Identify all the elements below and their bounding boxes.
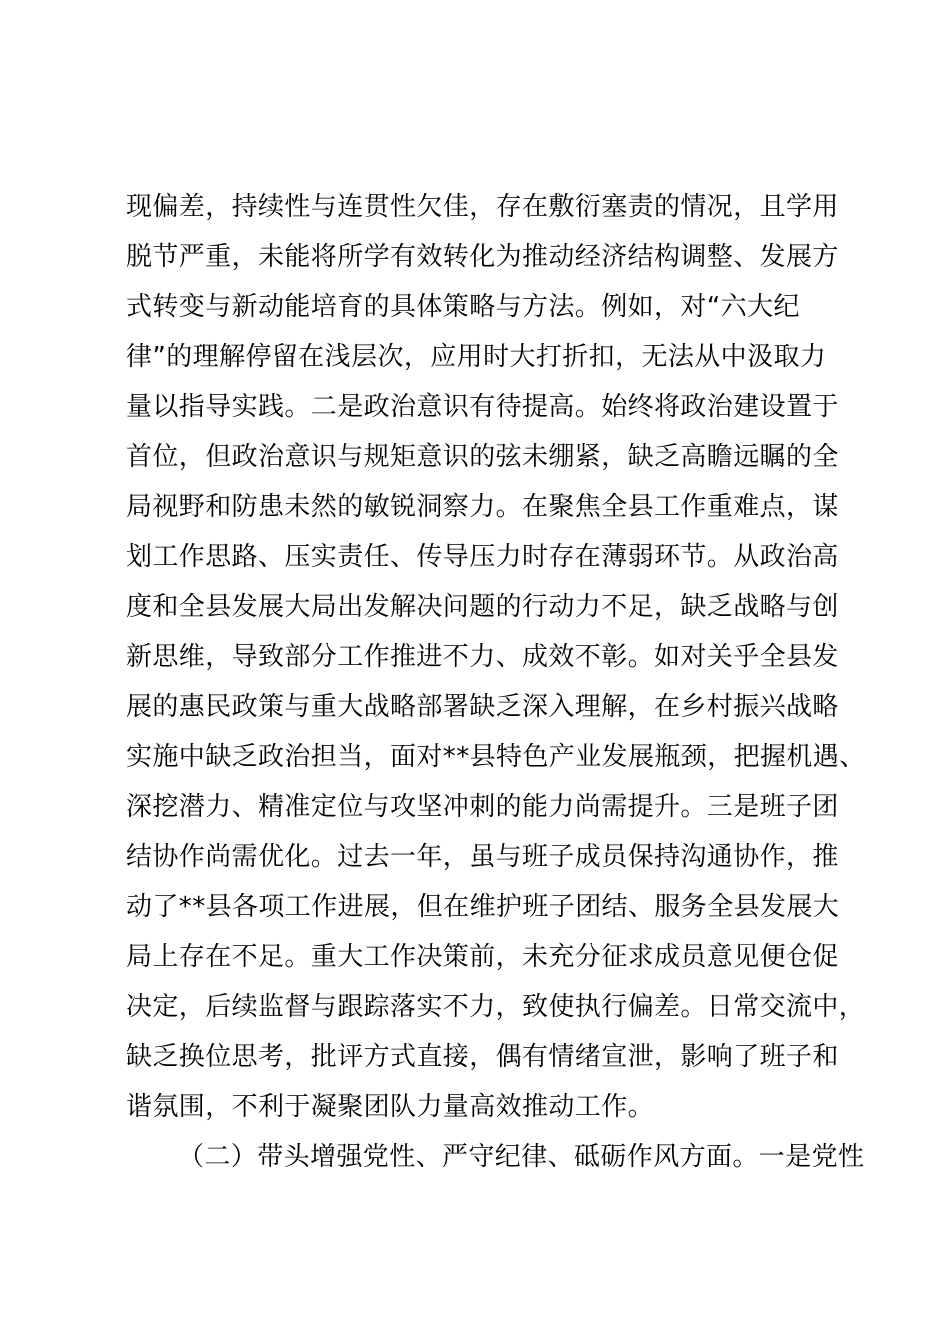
paragraph-line-2: 脱节严重，未能将所学有效转化为推动经济结构调整、发展方 [126,242,839,272]
paragraph-line-1: 现偏差，持续性与连贯性欠佳，存在敷衍塞责的情况，且学用 [126,192,839,222]
paragraph-line-14: 结协作尚需优化。过去一年，虽与班子成员保持沟通协作，推 [126,842,839,872]
paragraph-line-5: 量以指导实践。二是政治意识有待提高。始终将政治建设置于 [126,392,839,422]
paragraph-line-3: 式转变与新动能培育的具体策略与方法。例如，对“六大纪 [126,292,800,322]
paragraph-line-15: 动了**县各项工作进展，但在维护班子团结、服务全县发展大 [126,892,840,922]
paragraph-line-13: 深挖潜力、精准定位与攻坚冲刺的能力尚需提升。三是班子团 [126,792,839,822]
paragraph-line-9: 度和全县发展大局出发解决问题的行动力不足，缺乏战略与创 [126,592,839,622]
paragraph-line-4: 律”的理解停留在浅层次，应用时大打折扣，无法从中汲取力 [126,342,827,372]
paragraph-line-6: 首位，但政治意识与规矩意识的弦未绷紧，缺乏高瞻远瞩的全 [126,442,839,472]
section-heading: （二）带头增强党性、严守纪律、砥砺作风方面。一是党性 [178,1142,865,1172]
paragraph-line-16: 局上存在不足。重大工作决策前，未充分征求成员意见便仓促 [126,942,839,972]
paragraph-line-12: 实施中缺乏政治担当，面对**县特色产业发展瓶颈，把握机遇、 [126,742,866,772]
paragraph-line-11: 展的惠民政策与重大战略部署缺乏深入理解，在乡村振兴战略 [126,692,839,722]
paragraph-line-10: 新思维，导致部分工作推进不力、成效不彰。如对关乎全县发 [126,642,839,672]
paragraph-line-8: 划工作思路、压实责任、传导压力时存在薄弱环节。从政治高 [126,542,839,572]
body-text [126,182,866,1182]
paragraph-line-18: 缺乏换位思考，批评方式直接，偶有情绪宣泄，影响了班子和 [126,1042,839,1072]
paragraph-line-7: 局视野和防患未然的敏锐洞察力。在聚焦全县工作重难点，谋 [126,492,839,522]
paragraph-line-19: 谐氛围，不利于凝聚团队力量高效推动工作。 [126,1092,655,1122]
paragraph-line-17: 决定，后续监督与跟踪落实不力，致使执行偏差。日常交流中， [126,992,866,1022]
